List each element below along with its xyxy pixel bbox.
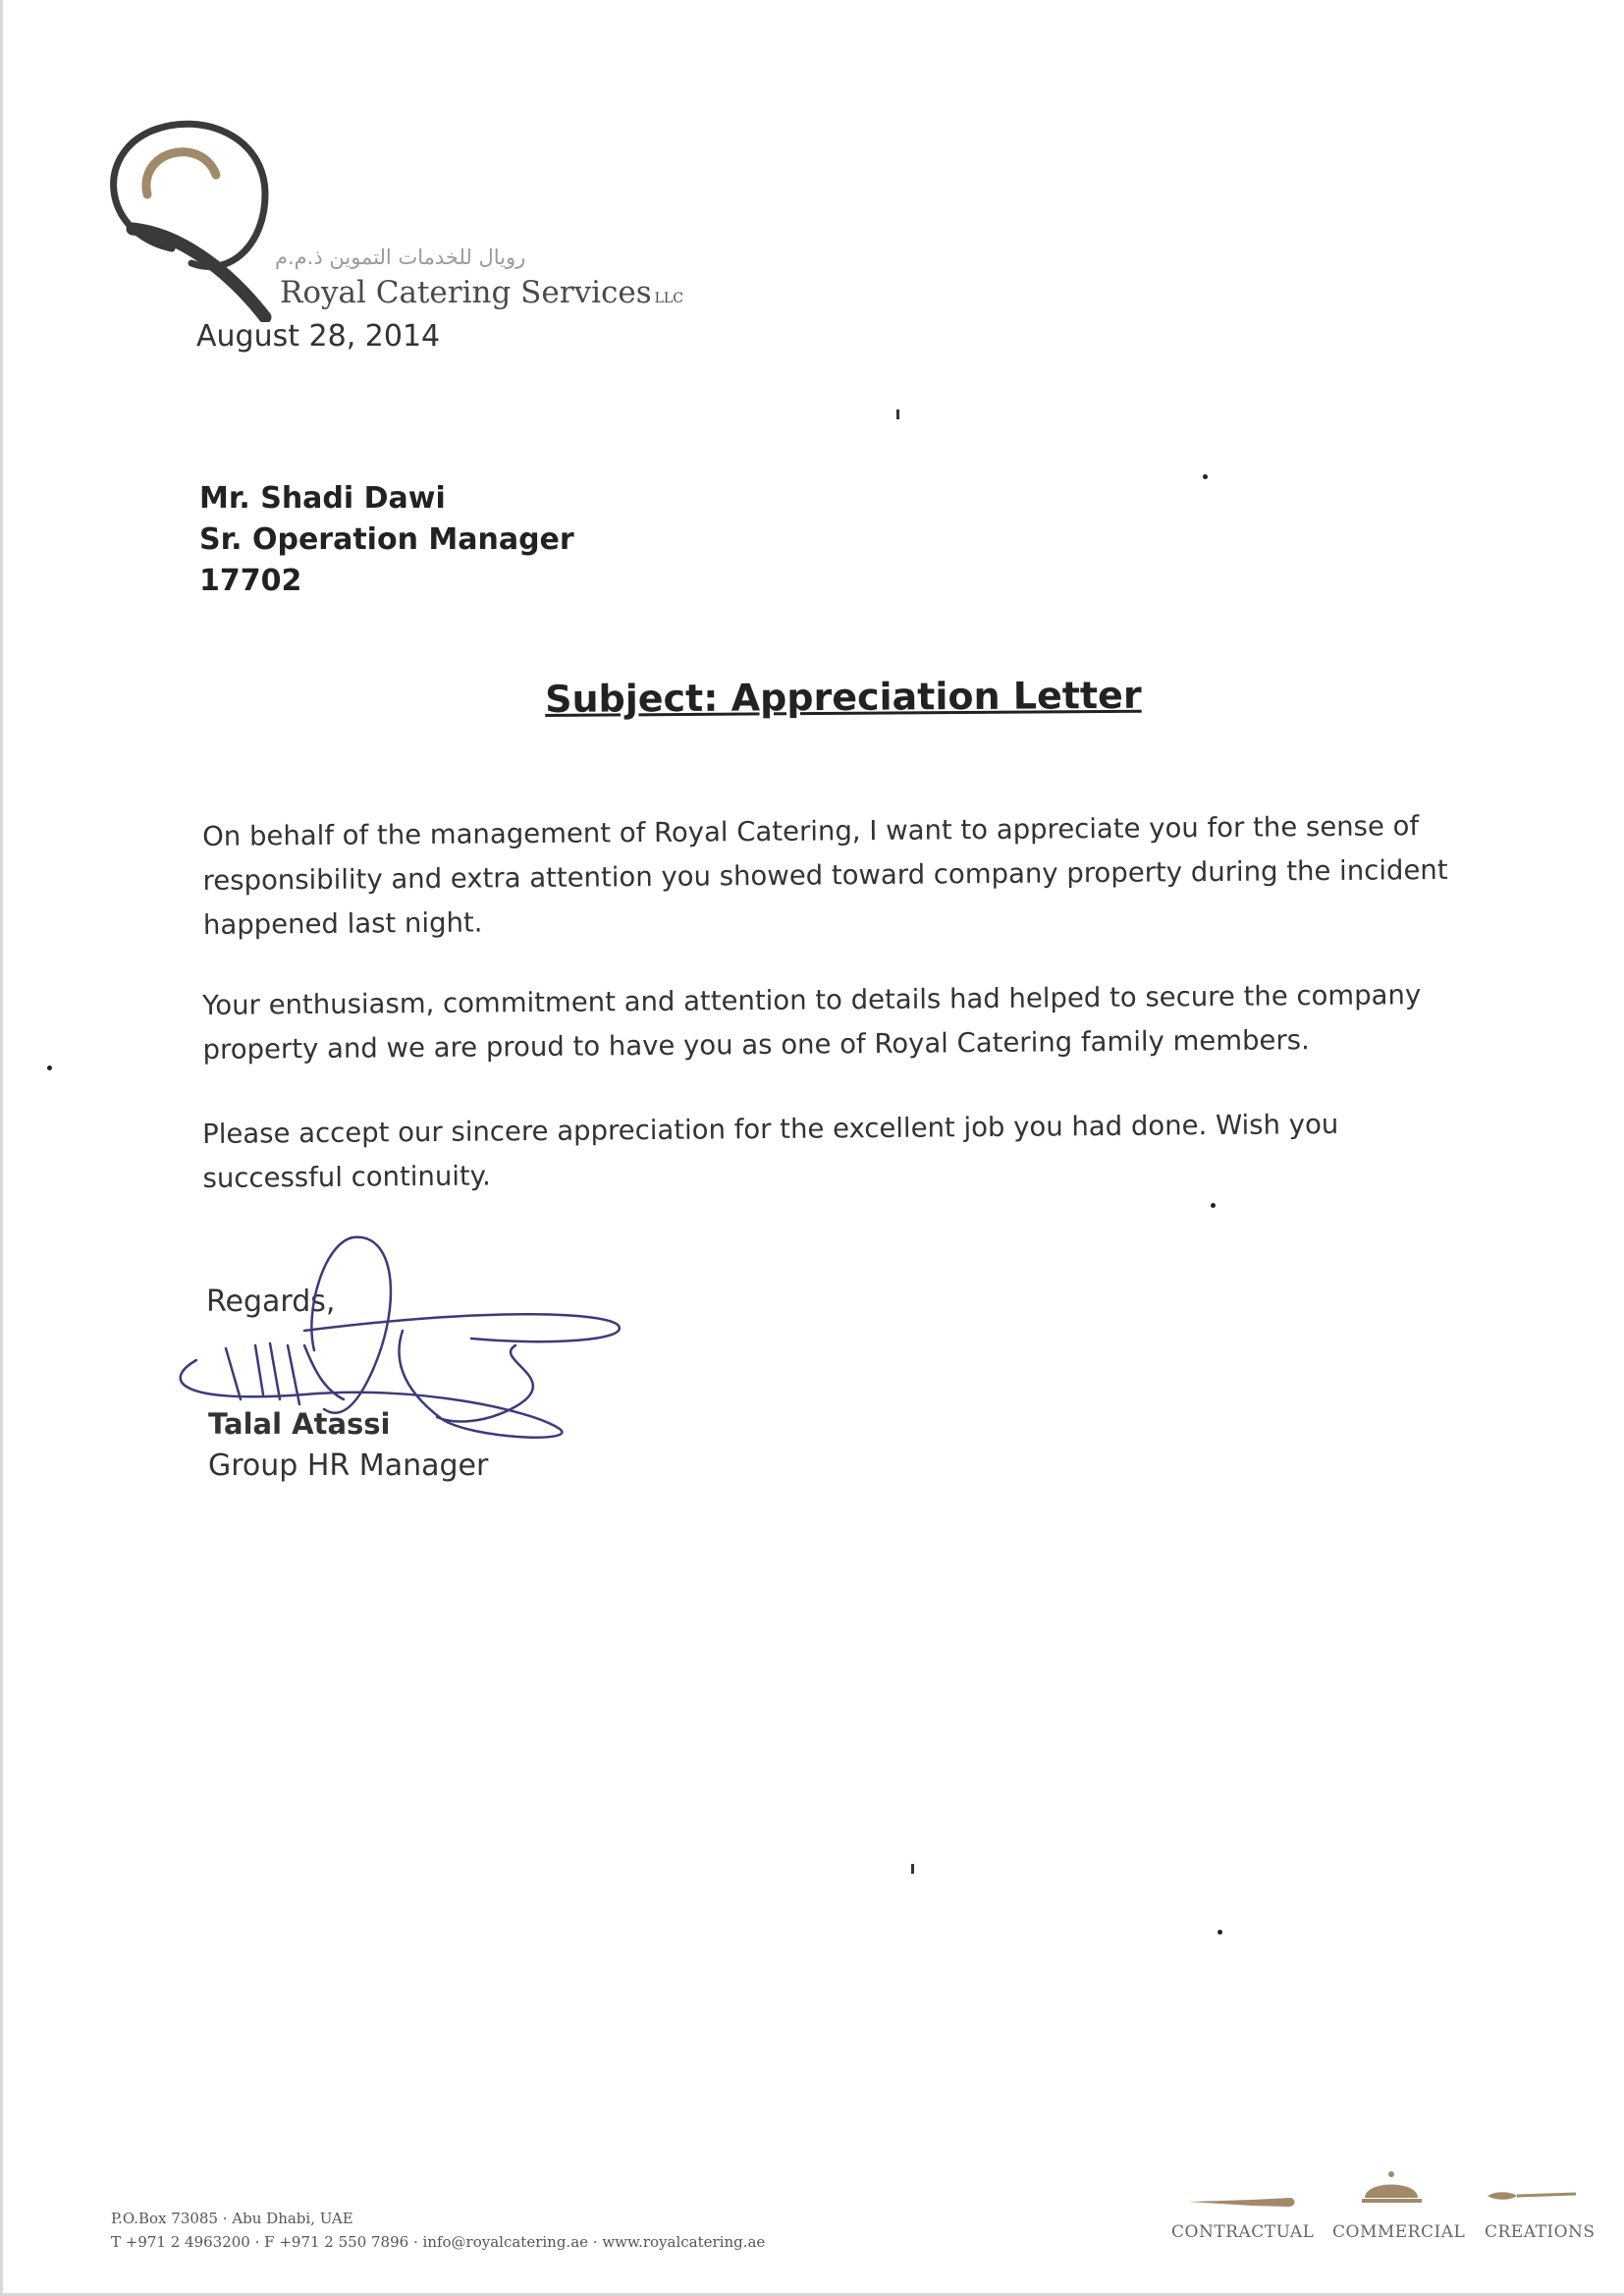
recipient-title: Sr. Operation Manager xyxy=(199,522,574,557)
closing-regards: Regards, xyxy=(206,1285,336,1319)
scan-speck xyxy=(1211,1203,1216,1208)
sender-title: Group HR Manager xyxy=(208,1449,489,1483)
scan-speck xyxy=(896,410,899,419)
handwritten-signature-icon xyxy=(157,1232,943,1458)
recipient-block xyxy=(199,478,574,602)
company-name xyxy=(280,275,683,310)
division-label-creations: CREATIONS xyxy=(1485,2222,1596,2242)
body-paragraph-1: On behalf of the management of Royal Catering, I want to appreciate you for the sense of responsibility and extra attention you showed toward company property during the incident happened last night. xyxy=(202,810,1448,941)
cloche-icon xyxy=(1360,2168,1424,2208)
footer-contact-line: T +971 2 4963200 · F +971 2 550 7896 · info@royalcatering.ae · www.royalcatering.ae xyxy=(111,2233,766,2251)
scan-speck xyxy=(47,1066,52,1070)
recipient-id: 17702 xyxy=(199,564,302,598)
company-suffix: LLC xyxy=(654,291,683,306)
knife-icon xyxy=(1183,2178,1301,2217)
brush-icon xyxy=(1483,2178,1581,2217)
body-paragraph-3: Please accept our sincere appreciation for the excellent job you had done. Wish you successful continuity. xyxy=(202,1108,1339,1194)
footer-contact xyxy=(111,2207,765,2254)
sender-name: Talal Atassi xyxy=(208,1407,391,1441)
company-name-arabic: رويال للخدمات التموين ذ.م.م xyxy=(275,246,526,269)
letter-date: August 28, 2014 xyxy=(196,319,441,354)
royal-catering-logo-icon xyxy=(93,116,290,322)
scan-speck xyxy=(1218,1930,1222,1935)
company-name-text: Royal Catering Services xyxy=(280,275,652,310)
division-label-contractual: CONTRACTUAL xyxy=(1171,2222,1315,2242)
footer-address: P.O.Box 73085 · Abu Dhabi, UAE xyxy=(111,2210,353,2227)
scan-speck xyxy=(911,1864,914,1874)
scan-edge-left xyxy=(0,0,3,2296)
division-label-commercial: COMMERCIAL xyxy=(1332,2222,1466,2242)
recipient-name: Mr. Shadi Dawi xyxy=(199,481,446,516)
body-paragraph-2: Your enthusiasm, commitment and attention to details had helped to secure the company property and we are proud to have you as one of Royal Catering family members. xyxy=(202,979,1422,1066)
subject-line: Subject: Appreciation Letter xyxy=(545,673,1142,721)
scan-speck xyxy=(1203,474,1208,479)
